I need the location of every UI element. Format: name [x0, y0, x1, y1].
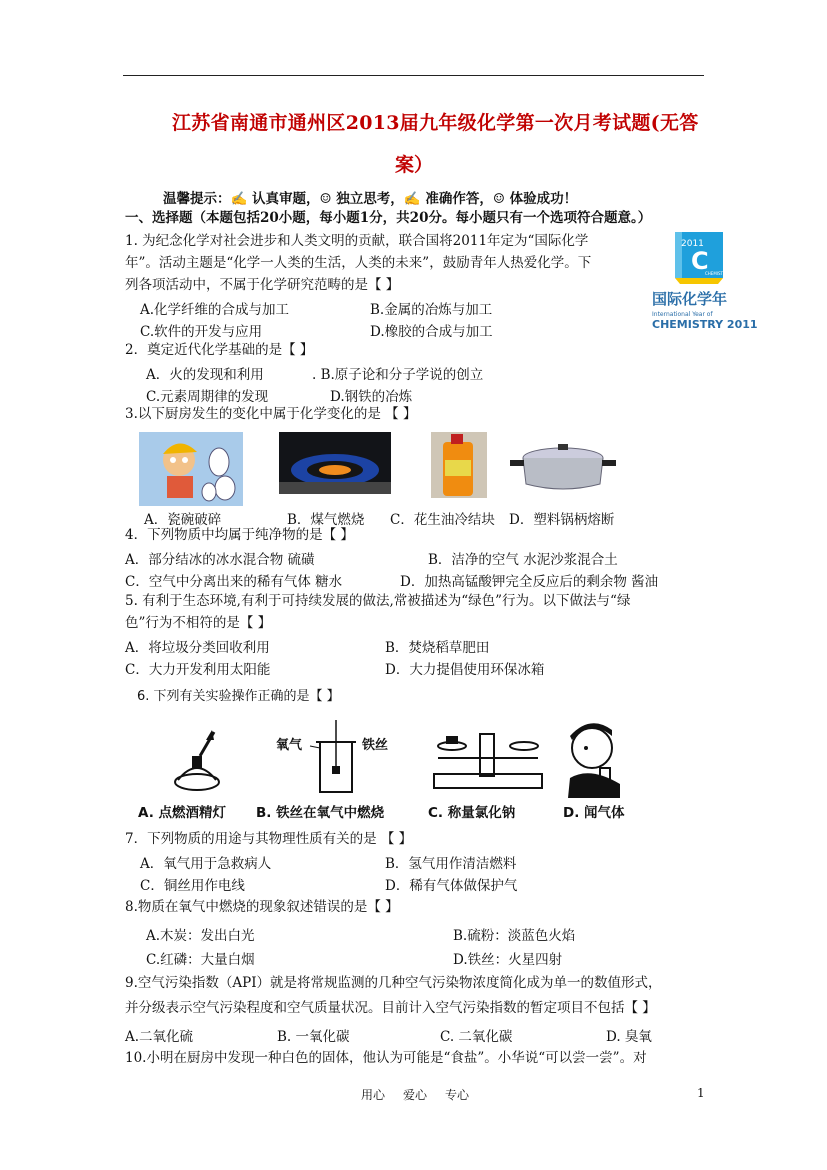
logo-year: 2011 [681, 239, 704, 249]
q9-option-d: D. 臭氧 [606, 1029, 652, 1045]
alcohol-lamp-image [170, 726, 224, 796]
q8-option-a: A.木炭：发出白光 [146, 928, 255, 944]
q7-option-d: D．稀有气体做保护气 [385, 878, 518, 894]
page-title-line2: 案） [395, 154, 434, 176]
section-heading: 一、选择题（本题包括20小题，每小题1分，共20分。每小题只有一个选项符合题意。） [125, 210, 652, 226]
q4-option-b: B．洁净的空气 水泥沙浆混合土 [428, 552, 618, 568]
logo-small: CHEMISTRY [705, 271, 728, 276]
header-rule [123, 75, 704, 76]
q5-option-c: C．大力开发利用太阳能 [125, 662, 271, 678]
q3-option-c: C．花生油冷结块 [390, 512, 495, 528]
q9-option-c: C. 二氧化碳 [440, 1029, 513, 1045]
q3-option-d: D．塑料锅柄熔断 [509, 512, 615, 528]
q7-option-a: A．氧气用于急救病人 [140, 856, 272, 872]
pot-image [508, 438, 618, 496]
smelling-gas-image [560, 718, 626, 798]
page-number: 1 [697, 1086, 705, 1100]
label-oxygen: 氧气 [276, 738, 303, 753]
q6-option-d: D. 闻气体 [563, 805, 625, 821]
q10-stem-1: 10.小明在厨房中发现一种白色的固体，他认为可能是“食盐”。小华说“可以尝一尝”。对 [125, 1050, 647, 1066]
q2-option-c: C.元素周期律的发现 [146, 389, 269, 405]
q5-option-b: B．焚烧稻草肥田 [385, 640, 490, 656]
logo-cn: 国际化学年 [652, 290, 728, 308]
q4-option-d: D．加热高锰酸钾完全反应后的剩余物 酱油 [400, 574, 659, 590]
chemistry-year-logo [648, 228, 758, 338]
q1-option-b: B.金属的冶炼与加工 [370, 302, 493, 318]
q6-option-a: A. 点燃酒精灯 [138, 805, 227, 821]
q3-option-a: A．瓷碗破碎 [144, 512, 222, 528]
peanut-oil-image [431, 432, 487, 498]
iron-oxygen-apparatus-image [306, 720, 366, 796]
q5-stem-2: 色”行为不相符的是【 】 [125, 615, 272, 631]
q9-option-a: A.二氧化硫 [125, 1029, 194, 1045]
q8-stem: 8.物质在氧气中燃烧的现象叙述错误的是【 】 [125, 899, 399, 915]
q2-option-a: A．火的发现和利用 [146, 367, 264, 383]
q8-option-c: C.红磷：大量白烟 [146, 952, 255, 968]
q4-option-c: C．空气中分离出来的稀有气体 糖水 [125, 574, 343, 590]
q6-stem: 6. 下列有关实验操作正确的是【 】 [137, 689, 340, 704]
q6-option-b: B. 铁丝在氧气中燃烧 [256, 805, 385, 821]
q9-stem-2: 并分级表示空气污染程度和空气质量状况。目前计入空气污染指数的暂定项目不包括【 】 [125, 1000, 656, 1016]
logo-letter: C [691, 247, 709, 275]
q9-stem-1: 9.空气污染指数（API）就是将常规监测的几种空气污染物浓度简化成为单一的数值形式， [125, 975, 662, 991]
q2-stem: 2．奠定近代化学基础的是【 】 [125, 342, 314, 358]
q3-option-b: B．煤气燃烧 [287, 512, 365, 528]
footer-word-2: 爱心 [403, 1088, 428, 1102]
q7-option-b: B．氢气用作清洁燃料 [385, 856, 517, 872]
q4-stem: 4．下列物质中均属于纯净物的是【 】 [125, 527, 354, 543]
q1-option-c: C.软件的开发与应用 [140, 324, 263, 340]
q1-option-a: A.化学纤维的合成与加工 [140, 302, 290, 318]
q1-option-d: D.橡胶的合成与加工 [370, 324, 493, 340]
q1-stem-3: 列各项活动中，不属于化学研究范畴的是【 】 [125, 277, 400, 293]
q1-stem-2: 年”。活动主题是“化学一人类的生活，人类的未来”，鼓励青年人热爱化学。下 [125, 255, 592, 271]
logo-en2: CHEMISTRY 2011 [652, 318, 758, 331]
q8-option-b: B.硫粉：淡蓝色火焰 [453, 928, 576, 944]
footer-word-3: 专心 [445, 1088, 470, 1102]
balance-image [428, 724, 548, 796]
page-title-line1: 江苏省南通市通州区2013届九年级化学第一次月考试题(无答 [172, 112, 699, 134]
broken-bowl-image [139, 432, 243, 506]
q6-option-c: C. 称量氯化钠 [428, 805, 516, 821]
q3-stem: 3.以下厨房发生的变化中属于化学变化的是 【 】 [125, 406, 417, 422]
q4-option-a: A．部分结冰的冰水混合物 硫磺 [125, 552, 315, 568]
q5-stem-1: 5. 有利于生态环境,有利于可持续发展的做法,常被描述为“绿色”行为。以下做法与“绿 [125, 593, 631, 609]
q7-option-c: C．铜丝用作电线 [140, 878, 245, 894]
q5-option-a: A．将垃圾分类回收利用 [125, 640, 270, 656]
tip-line: 温馨提示：✍ 认真审题，☺ 独立思考，✍ 准确作答，☺ 体验成功！ [163, 191, 578, 207]
label-iron-wire: 铁丝 [362, 738, 389, 753]
q8-option-d: D.铁丝：火星四射 [453, 952, 563, 968]
gas-flame-image [279, 432, 391, 494]
q9-option-b: B. 一氧化碳 [277, 1029, 350, 1045]
logo-en1: International Year of [652, 311, 713, 318]
q2-option-b: . B.原子论和分子学说的创立 [312, 367, 484, 383]
q7-stem: 7．下列物质的用途与其物理性质有关的是 【 】 [125, 831, 413, 847]
footer-word-1: 用心 [361, 1088, 386, 1102]
q2-option-d: D.钢铁的冶炼 [330, 389, 413, 405]
q1-stem-1: 1. 为纪念化学对社会进步和人类文明的贡献，联合国将2011年定为“国际化学 [125, 233, 589, 249]
q5-option-d: D．大力提倡使用环保冰箱 [385, 662, 545, 678]
